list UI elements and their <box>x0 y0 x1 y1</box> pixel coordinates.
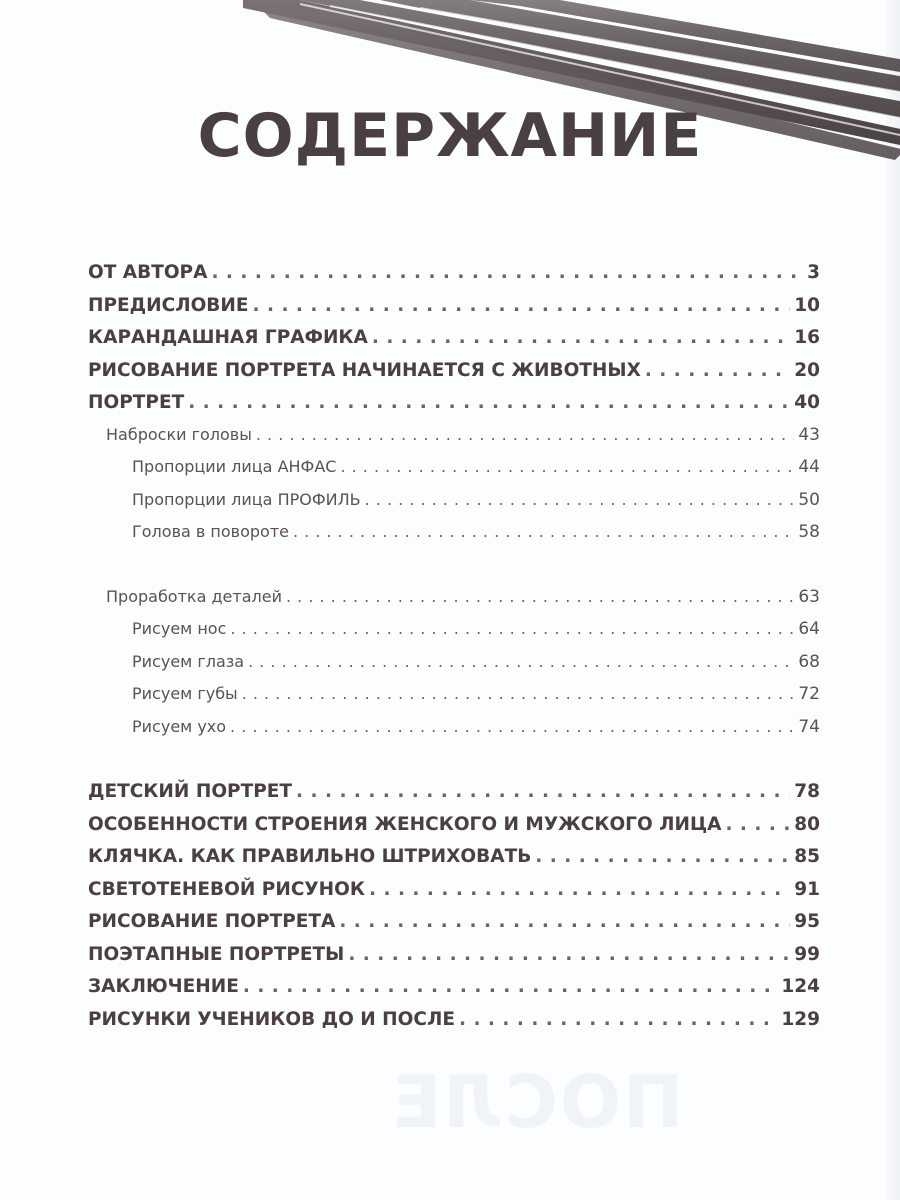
toc-entry[interactable] <box>88 425 820 458</box>
toc-entry[interactable] <box>88 262 820 295</box>
toc-entry[interactable] <box>88 457 820 490</box>
toc-leader-dots <box>459 1009 777 1030</box>
toc-entry[interactable] <box>88 652 820 685</box>
toc-entry-page: 85 <box>794 846 820 867</box>
toc-entry[interactable] <box>88 976 820 1009</box>
toc-leader-dots <box>369 879 790 900</box>
toc-entry-label: Проработка деталей <box>106 586 282 606</box>
toc-entry[interactable] <box>88 717 820 750</box>
toc-leader-dots <box>286 587 794 606</box>
toc-entry-label: РИСОВАНИЕ ПОРТРЕТА НАЧИНАЕТСЯ С ЖИВОТНЫХ <box>88 359 641 381</box>
toc-leader-dots <box>535 846 790 867</box>
toc-leader-dots <box>348 944 790 965</box>
toc-entry[interactable] <box>88 327 820 360</box>
toc-entry[interactable] <box>88 684 820 717</box>
show-through-text: ПОСЛЕ <box>390 1060 684 1144</box>
toc-entry[interactable] <box>88 781 820 814</box>
toc-leader-dots <box>725 814 790 835</box>
toc-entry[interactable] <box>88 944 820 977</box>
toc-entry-page: 44 <box>798 457 820 477</box>
toc-leader-dots <box>365 490 795 509</box>
toc-entry-label: ПРЕДИСЛОВИЕ <box>88 294 249 316</box>
toc-entry-page: 74 <box>798 716 820 737</box>
toc-leader-dots <box>211 262 803 283</box>
toc-entry-label: ДЕТСКИЙ ПОРТРЕТ <box>88 781 293 802</box>
toc-entry-page: 16 <box>794 327 820 348</box>
toc-entry-label: РИСУНКИ УЧЕНИКОВ ДО И ПОСЛЕ <box>88 1008 455 1030</box>
table-of-contents <box>88 262 820 1041</box>
toc-leader-dots <box>230 619 794 638</box>
toc-entry-page: 72 <box>798 684 820 704</box>
toc-entry-label: ОТ АВТОРА <box>88 262 208 283</box>
toc-leader-dots <box>339 911 790 932</box>
toc-entry-page: 124 <box>781 976 820 997</box>
toc-entry[interactable] <box>88 846 820 879</box>
toc-entry-label: Пропорции лица АНФАС <box>132 457 337 476</box>
toc-entry-page: 58 <box>798 522 820 542</box>
toc-leader-dots <box>242 684 795 703</box>
toc-entry[interactable] <box>88 619 820 652</box>
toc-entry-label: ЗАКЛЮЧЕНИЕ <box>88 976 239 997</box>
toc-leader-dots <box>645 360 790 381</box>
toc-entry-label: КЛЯЧКА. КАК ПРАВИЛЬНО ШТРИХОВАТЬ <box>88 846 532 867</box>
page-edge-shadow <box>886 0 900 1200</box>
toc-leader-dots <box>372 327 790 348</box>
toc-leader-dots <box>296 781 790 802</box>
toc-entry[interactable] <box>88 1009 820 1042</box>
toc-leader-dots <box>230 717 794 736</box>
toc-entry-page: 95 <box>794 911 820 932</box>
toc-entry-label: РИСОВАНИЕ ПОРТРЕТА <box>88 911 336 932</box>
toc-entry-page: 43 <box>798 424 820 445</box>
toc-entry-label: Рисуем губы <box>132 684 238 703</box>
section-spacer <box>88 555 820 587</box>
toc-entry-page: 91 <box>794 878 820 900</box>
toc-entry-page: 68 <box>798 651 820 672</box>
toc-entry-page: 3 <box>807 262 820 283</box>
toc-entry-label: ПОЭТАПНЫЕ ПОРТРЕТЫ <box>88 943 345 965</box>
toc-leader-dots <box>248 652 794 671</box>
toc-entry-page: 64 <box>798 619 820 639</box>
toc-leader-dots <box>188 392 790 413</box>
toc-leader-dots <box>253 295 791 316</box>
toc-entry-label: ОСОБЕННОСТИ СТРОЕНИЯ ЖЕНСКОГО И МУЖСКОГО ЛИЦА <box>88 813 722 835</box>
toc-entry-page: 20 <box>794 359 820 381</box>
page-title: СОДЕРЖАНИЕ <box>197 101 703 171</box>
toc-entry-label: КАРАНДАШНАЯ ГРАФИКА <box>88 327 368 348</box>
toc-entry[interactable] <box>88 587 820 620</box>
toc-entry-label: Рисуем нос <box>132 619 227 638</box>
toc-leader-dots <box>256 425 794 444</box>
toc-entry-page: 40 <box>794 392 820 413</box>
toc-entry-page: 50 <box>798 489 820 510</box>
toc-entry-label: Наброски головы <box>106 424 252 444</box>
toc-entry[interactable] <box>88 360 820 393</box>
toc-leader-dots <box>293 522 794 541</box>
toc-entry-page: 78 <box>794 781 820 802</box>
toc-entry-label: Рисуем ухо <box>132 716 227 736</box>
toc-leader-dots <box>243 976 778 997</box>
toc-leader-dots <box>340 457 794 476</box>
toc-entry-page: 63 <box>798 586 820 607</box>
toc-entry-page: 80 <box>794 813 820 835</box>
toc-entry-label: Пропорции лица ПРОФИЛЬ <box>132 489 361 509</box>
toc-entry[interactable] <box>88 490 820 523</box>
toc-entry[interactable] <box>88 879 820 912</box>
toc-entry[interactable] <box>88 522 820 555</box>
toc-entry[interactable] <box>88 814 820 847</box>
section-spacer <box>88 749 820 781</box>
toc-entry-label: ПОРТРЕТ <box>88 392 185 413</box>
toc-entry[interactable] <box>88 392 820 425</box>
toc-entry-page: 129 <box>781 1008 820 1030</box>
toc-entry-label: Рисуем глаза <box>132 651 245 671</box>
toc-entry-page: 99 <box>794 943 820 965</box>
toc-entry-label: СВЕТОТЕНЕВОЙ РИСУНОК <box>88 878 366 900</box>
toc-entry-label: Голова в повороте <box>132 522 289 541</box>
toc-entry-page: 10 <box>794 294 820 316</box>
toc-entry[interactable] <box>88 911 820 944</box>
toc-entry[interactable] <box>88 295 820 328</box>
